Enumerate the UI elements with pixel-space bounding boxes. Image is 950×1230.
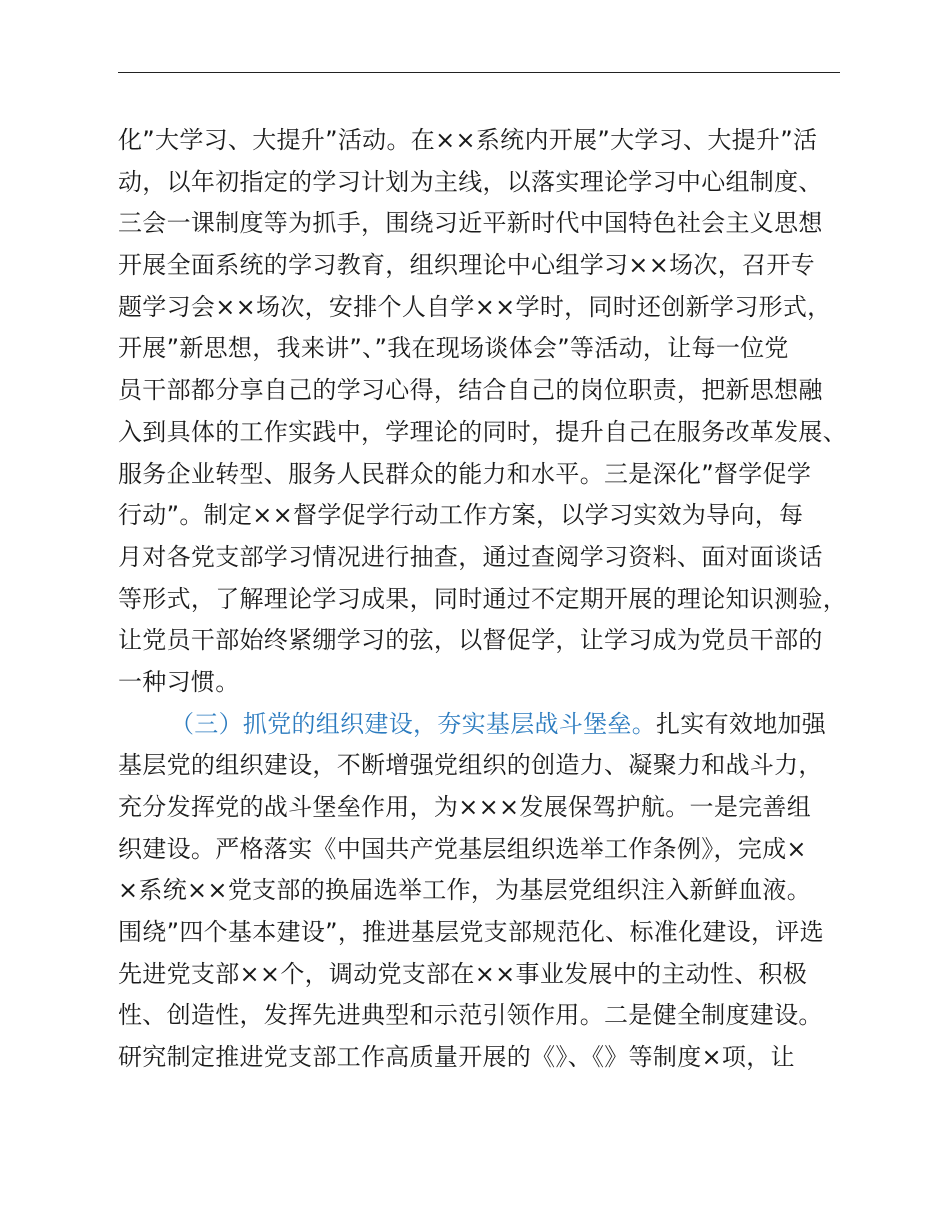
body-line: 化”大学习、大提升”活动。在××系统内开展”大学习、大提升”活 [118,126,818,154]
body-line: 月对各党支部学习情况进行抽查，通过查阅学习资料、面对面谈话 [118,542,823,571]
body-line: 动，以年初指定的学习计划为主线，以落实理论学习中心组制度、 [118,167,823,196]
section-3-first-line [118,704,858,746]
body-line: ×系统××党支部的换届选举工作，为基层党组织注入新鲜血液。 [118,876,812,905]
document-body [118,120,858,1079]
body-line: 织建设。严格落实《中国共产党基层组织选举工作条例》，完成× [118,834,807,863]
body-line: 让党员干部始终紧绷学习的弦，以督促学，让学习成为党员干部的 [118,626,823,655]
body-line: 服务企业转型、服务人民群众的能力和水平。三是深化”督学促学 [118,459,812,488]
body-line: 入到具体的工作实践中，学理论的同时，提升自己在服务改革发展、 [118,417,847,446]
body-line: 围绕”四个基本建设”，推进基层党支部规范化、标准化建设，评选 [118,918,824,947]
body-line: 一种习惯。 [118,667,240,696]
body-line: 三会一课制度等为抓手，围绕习近平新时代中国特色社会主义思想 [118,209,823,238]
body-line: 先进党支部××个，调动党支部在××事业发展中的主动性、积极 [118,959,808,988]
body-line: 开展”新思想，我来讲”、”我在现场谈体会”等活动，让每一位党 [118,334,789,363]
header-rule [118,72,840,73]
body-line: 开展全面系统的学习教育，组织理论中心组学习××场次，召开专 [118,251,815,280]
body-line: 等形式，了解理论学习成果，同时通过不定期开展的理论知识测验， [118,584,847,613]
body-line: 行动”。制定××督学促学行动工作方案，以学习实效为导向，每 [118,501,804,530]
body-line: 题学习会××场次，安排个人自学××学时，同时还创新学习形式， [118,292,832,321]
body-line: 性、创造性，发挥先进典型和示范引领作用。二是健全制度建设。 [118,1001,823,1030]
body-line: 基层党的组织建设，不断增强党组织的创造力、凝聚力和战斗力， [118,751,823,780]
body-line: 员干部都分享自己的学习心得，结合自己的岗位职责，把新思想融 [118,376,823,405]
body-line: 充分发挥党的战斗堡垒作用，为×××发展保驾护航。一是完善组 [118,793,812,821]
section-3-heading: （三）抓党的组织建设，夯实基层战斗堡垒。 [170,709,656,738]
body-line: 研究制定推进党支部工作高质量开展的《》、《》等制度×项，让 [118,1043,795,1072]
section-3-first-line-text: 扎实有效地加强 [656,709,827,738]
